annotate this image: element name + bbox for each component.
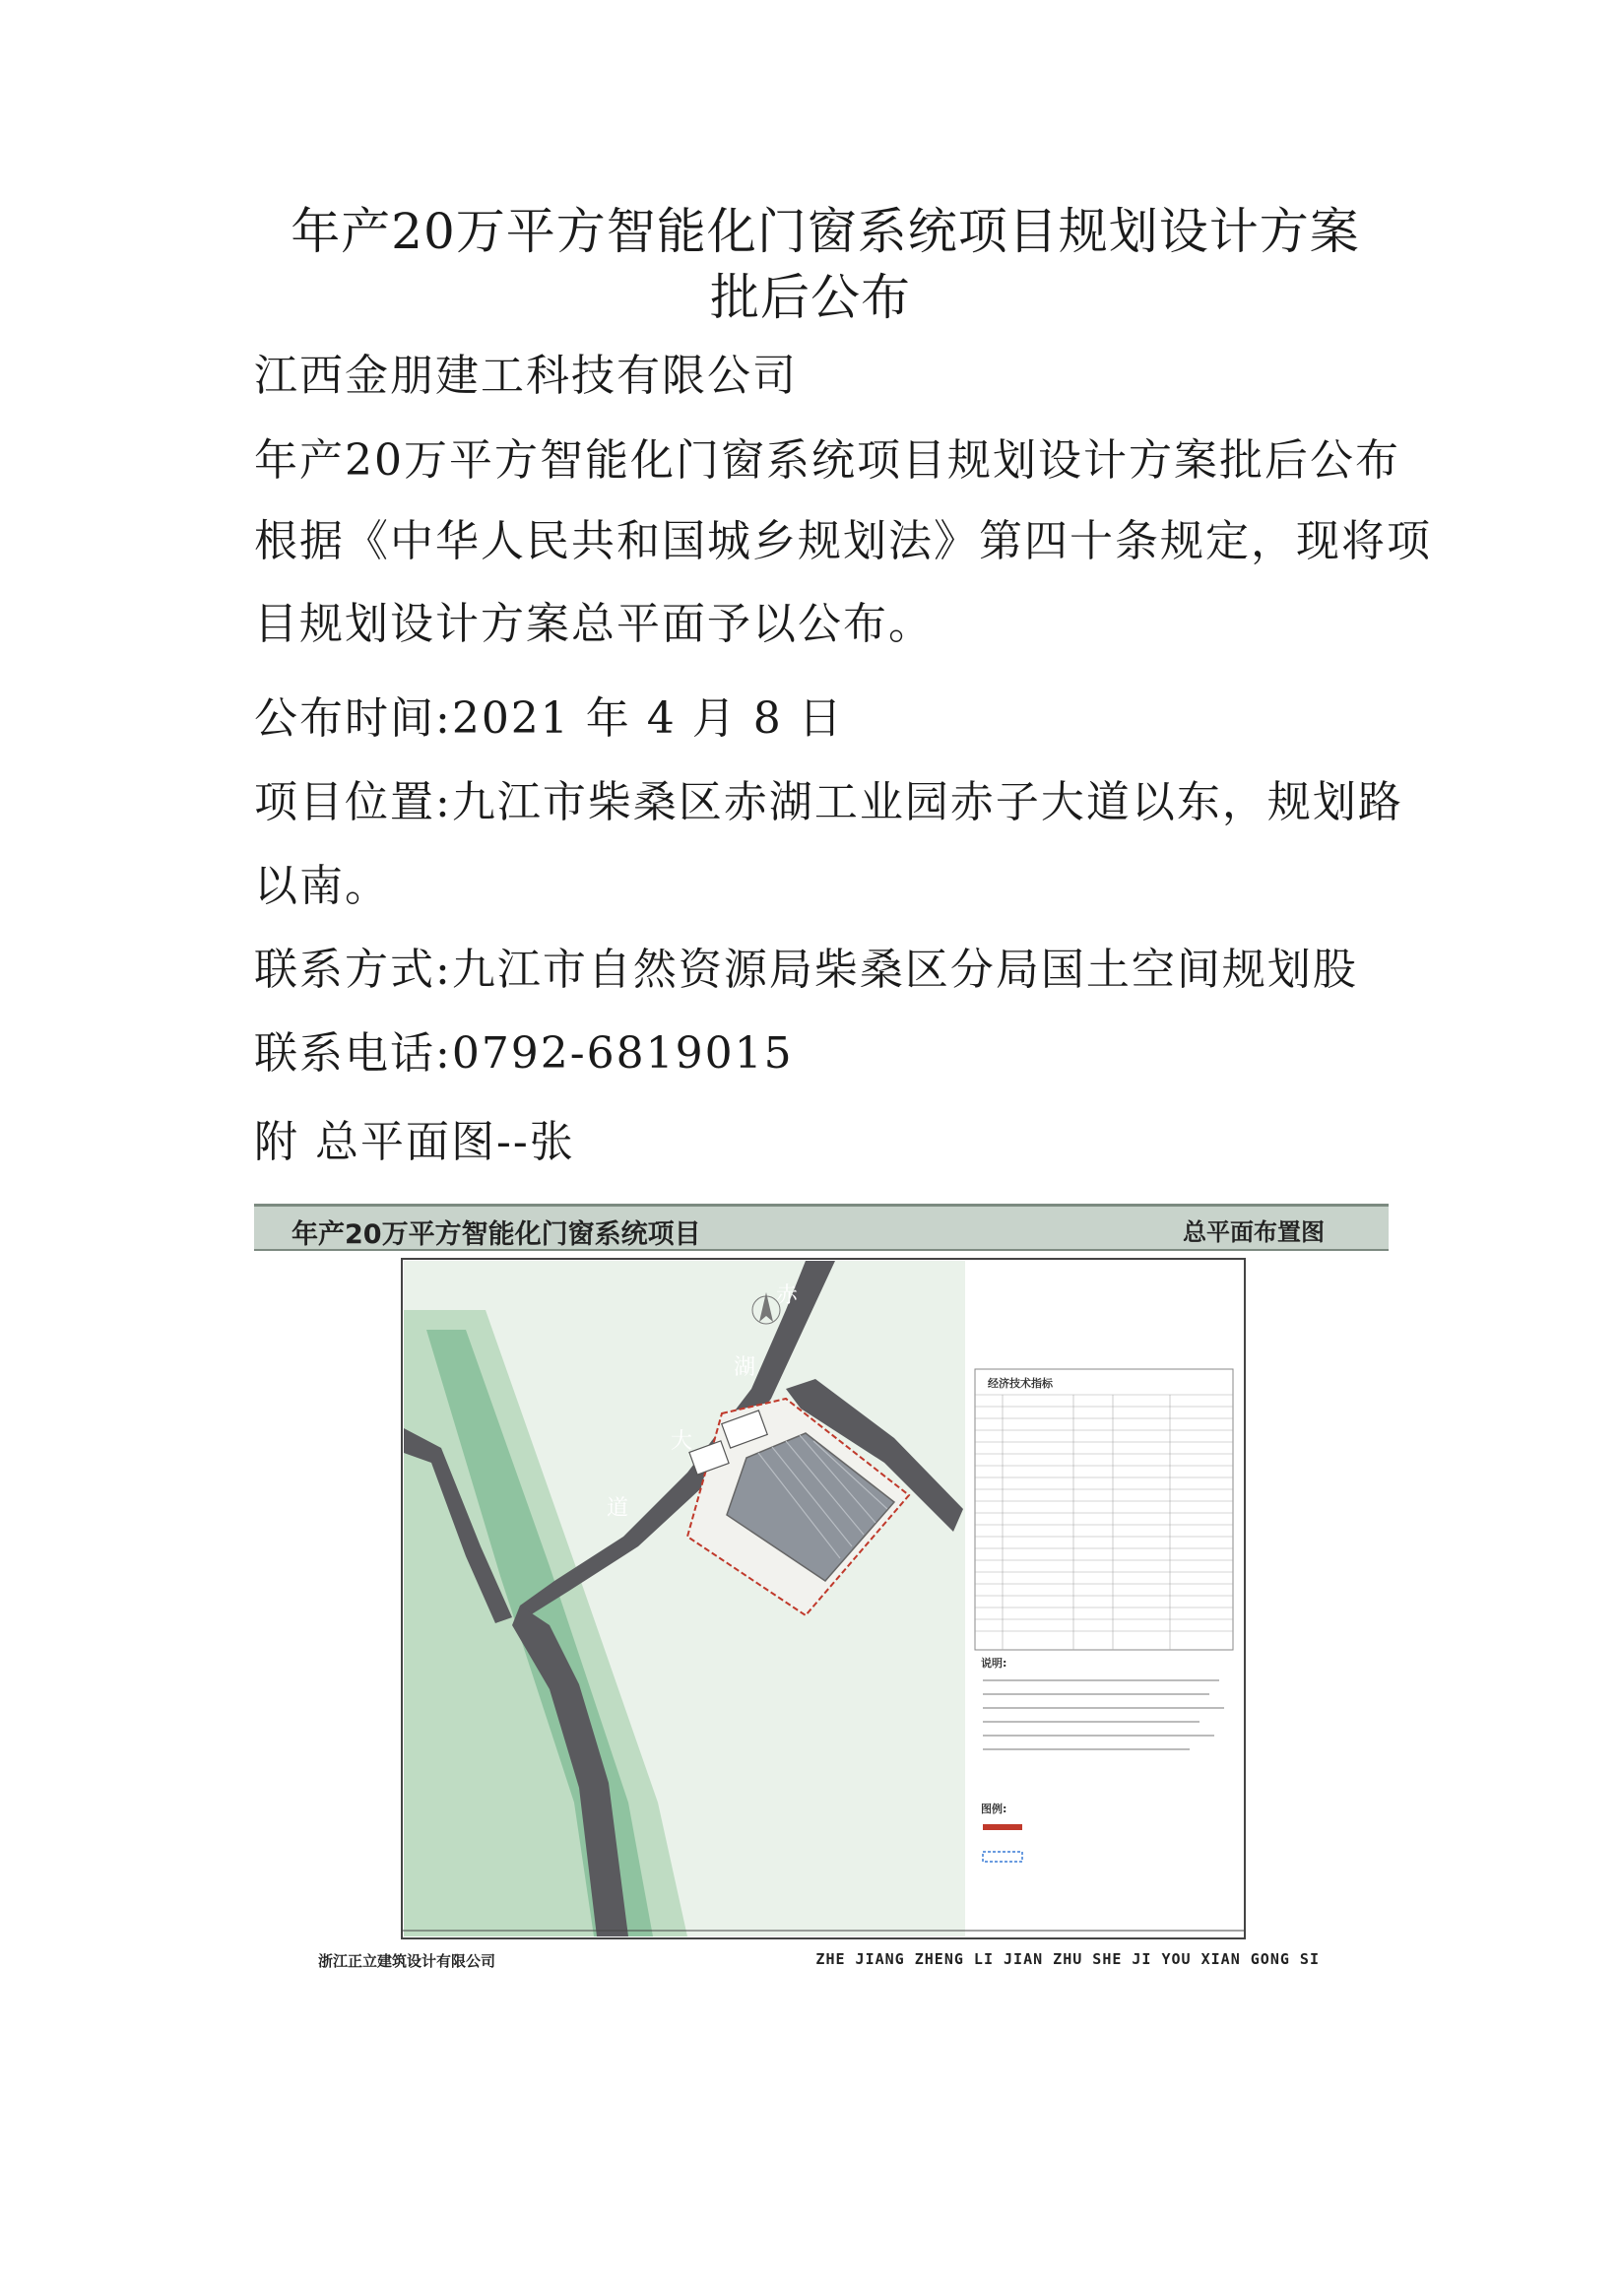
- contact-info: 联系方式:九江市自然资源局柴桑区分局国土空间规划股: [254, 945, 1358, 995]
- attachment-note: 附 总平面图--张: [254, 1117, 575, 1167]
- road-char-2: 湖: [734, 1355, 756, 1380]
- site-plan-project-name: 年产20万平方智能化门窗系统项目: [292, 1219, 701, 1250]
- legend-boundary-swatch: [983, 1824, 1022, 1830]
- site-plan-drawing: [254, 1251, 1389, 1940]
- site-plan-header: [254, 1204, 1389, 1251]
- design-firm-pinyin: ZHE JIANG ZHENG LI JIAN ZHU SHE JI YOU XIAN GONG SI: [815, 1950, 1320, 1968]
- company-name: 江西金朋建工科技有限公司: [254, 351, 798, 401]
- design-firm-name: 浙江正立建筑设计有限公司: [318, 1952, 496, 1970]
- document-title-line1: 年产20万平方智能化门窗系统项目规划设计方案: [291, 203, 1360, 260]
- project-location-line2: 以南。: [254, 861, 390, 911]
- legal-basis-line2: 目规划设计方案总平面予以公布。: [254, 599, 934, 649]
- road-char-3: 大: [671, 1429, 693, 1454]
- site-plan-drawing-title: 总平面布置图: [1183, 1218, 1325, 1246]
- document-title-line2: 批后公布: [710, 269, 911, 326]
- indicator-table-title: 经济技术指标: [988, 1377, 1053, 1390]
- technical-indicator-table: [975, 1369, 1233, 1650]
- road-char-1: 赤: [776, 1283, 799, 1308]
- announcement-headline: 年产20万平方智能化门窗系统项目规划设计方案批后公布: [254, 435, 1400, 486]
- legal-basis-line1: 根据《中华人民共和国城乡规划法》第四十条规定，现将项: [254, 516, 1432, 566]
- legend-title: 图例:: [981, 1803, 1007, 1815]
- road-char-4: 道: [607, 1496, 629, 1521]
- notes-title: 说明:: [981, 1657, 1007, 1670]
- project-location-line1: 项目位置:九江市柴桑区赤湖工业园赤子大道以东，规划路: [254, 777, 1403, 827]
- site-plan-figure: [254, 1204, 1389, 1972]
- contact-phone: 联系电话:0792-6819015: [254, 1028, 794, 1079]
- publish-time: 公布时间:2021 年 4 月 8 日: [254, 693, 844, 744]
